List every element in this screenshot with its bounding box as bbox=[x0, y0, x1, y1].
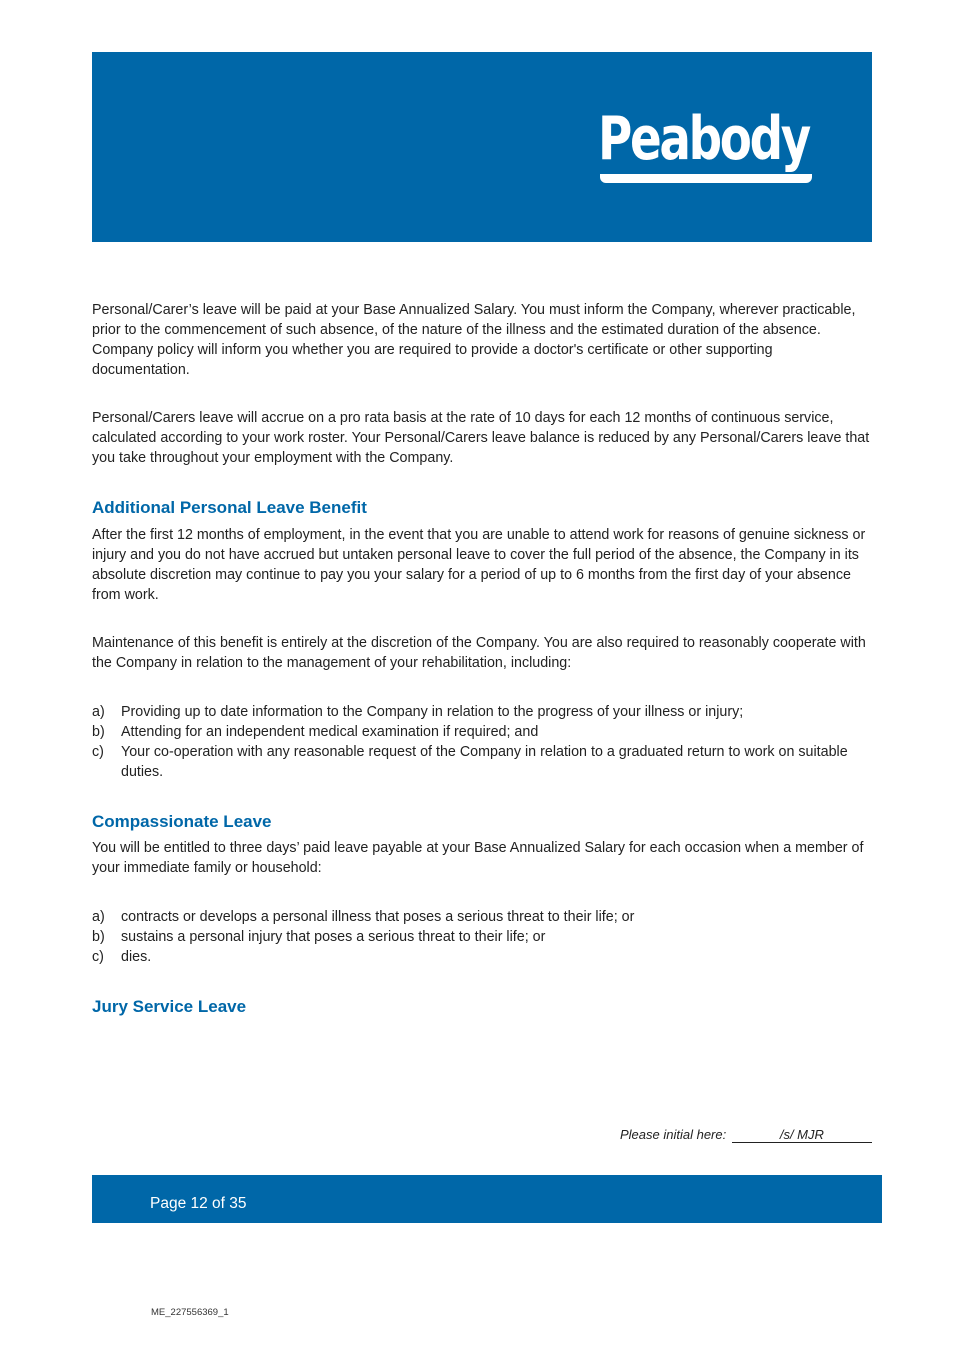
footer-banner bbox=[92, 1175, 882, 1223]
heading-compassionate-leave: Compassionate Leave bbox=[92, 812, 272, 831]
list-item-text: Attending for an independent medical examination if required; and bbox=[121, 724, 539, 740]
heading-additional-personal-leave: Additional Personal Leave Benefit bbox=[92, 498, 367, 517]
initial-signature-line bbox=[620, 1127, 872, 1143]
list-marker: b) bbox=[92, 724, 105, 740]
heading-jury-service-leave: Jury Service Leave bbox=[92, 997, 247, 1016]
list-marker: c) bbox=[92, 949, 104, 965]
list-item bbox=[92, 927, 874, 947]
list-marker: b) bbox=[92, 929, 105, 945]
paragraph-carer-leave-pay: Personal/Carer’s leave will be paid at your Base Annualized Salary. You must inform the Company, wherever practicable, prior to the commencement of such absence, of the nature of the illness and the estimated duration of the absence. Company policy will inform you whether you are required to provide a doctor's certificate or other supporting documentation. bbox=[92, 302, 856, 378]
paragraph-additional-benefit: After the first 12 months of employment, in the event that you are unable to attend work for reasons of genuine sickness or injury and you do not have accrued but untaken personal leave to cover the full period of the absence, the Company in its absolute discretion may continue to pay you your salary for a period of up to 6 months from the first day of your absence from work. bbox=[92, 527, 866, 603]
paragraph-compassionate-leave: You will be entitled to three days’ paid leave payable at your Base Annualized Salary for each occasion when a member of your immediate family or household: bbox=[92, 840, 864, 876]
list-item bbox=[92, 702, 874, 722]
logo-wordmark: Peabody bbox=[598, 104, 809, 174]
compassionate-conditions-list bbox=[92, 907, 874, 967]
list-item-text: sustains a personal injury that poses a serious threat to their life; or bbox=[121, 929, 546, 945]
list-item-text: contracts or develops a personal illness that poses a serious threat to their life; or bbox=[121, 909, 635, 925]
list-marker: a) bbox=[92, 704, 105, 720]
initial-field[interactable]: /s/ MJR bbox=[732, 1127, 872, 1143]
document-reference: ME_227556369_1 bbox=[151, 1307, 229, 1318]
paragraph-carer-leave-accrual: Personal/Carers leave will accrue on a pro rata basis at the rate of 10 days for each 12 months of continuous service, calculated according to your work roster. Your Personal/Carers leave balance is reduced by any Personal/Carers leave that you take throughout your employment with the Company. bbox=[92, 410, 870, 466]
initial-label: Please initial here: bbox=[620, 1127, 727, 1142]
list-marker: a) bbox=[92, 909, 105, 925]
list-item bbox=[92, 907, 874, 927]
list-item-text: Providing up to date information to the Company in relation to the progress of your illness or injury; bbox=[121, 704, 744, 720]
list-item-text: Your co-operation with any reasonable request of the Company in relation to a graduated return to work on suitable duties. bbox=[121, 744, 848, 780]
list-marker: c) bbox=[92, 744, 104, 760]
page-number: Page 12 of 35 bbox=[150, 1195, 247, 1212]
rehabilitation-list bbox=[92, 702, 874, 782]
logo-underline-bar bbox=[600, 174, 812, 183]
list-item-text: dies. bbox=[121, 949, 152, 965]
paragraph-benefit-maintenance: Maintenance of this benefit is entirely at the discretion of the Company. You are also required to reasonably cooperate with the Company in relation to the management of your rehabilitation, including: bbox=[92, 635, 866, 671]
list-item bbox=[92, 722, 874, 742]
list-item bbox=[92, 742, 874, 782]
peabody-logo bbox=[598, 104, 816, 186]
list-item bbox=[92, 947, 874, 967]
